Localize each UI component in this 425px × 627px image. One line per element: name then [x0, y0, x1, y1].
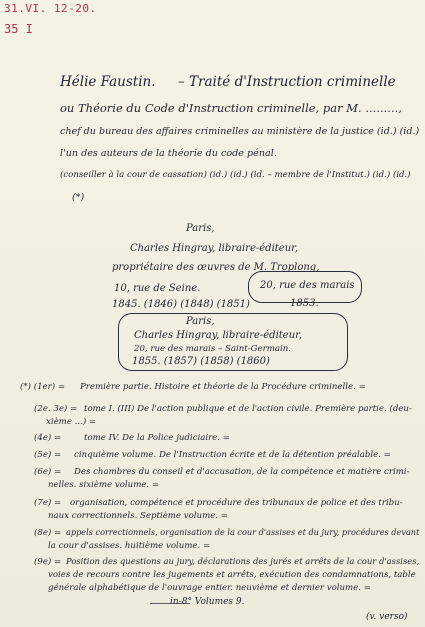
volume-4-text: tome IV. De la Police judiciaire. = [84, 433, 230, 443]
publisher-1-proprietor: propriétaire des œuvres de M. Troplong, [112, 262, 320, 273]
volume-2-text-cont: xième ...) = [46, 417, 97, 427]
format-note: in-8° Volumes 9. [170, 597, 245, 607]
volume-2-text: tome I. (III) De l'action publique et de l'action civile. Première partie. (deu- [84, 404, 412, 414]
volume-5-key: (5e) = [34, 450, 62, 460]
shelfmark: 31.VI. 12-20. [4, 2, 97, 15]
footnote-marker: (*) [72, 192, 85, 203]
publisher-2-name: Charles Hingray, libraire-éditeur, [134, 330, 303, 341]
volume-7-text: organisation, compétence et procédure des tribunaux de police et des tribu- [70, 498, 403, 508]
shelfmark-secondary: 35 I [4, 22, 33, 36]
publisher-2-city: Paris, [186, 316, 215, 327]
volume-6-text: Des chambres du conseil et d'accusation, de la compétence et matière crimi- [74, 467, 410, 477]
volume-1-text: Première partie. Histoire et théorie de la Procédure criminelle. = [80, 382, 366, 392]
volume-6-text-cont: nelles. sixième volume. = [48, 480, 160, 490]
volume-8-text: appels correctionnels, organisation de la cour d'assises et du jury, procédures devant [66, 528, 420, 538]
volume-4-key: (4e) = [34, 433, 62, 443]
volume-9-text: Position des questions au jury, déclarations des jurés et arrêts de la cour d'assises, [66, 557, 420, 567]
publisher-2-address: 20, rue des marais – Saint-Germain. [134, 344, 292, 354]
verso-note: (v. verso) [366, 612, 408, 622]
publisher-2-years: 1855. (1857) (1858) (1860) [132, 356, 270, 367]
title-line-5: (conseiller à la cour de cassation) (id.) (id.) (id. – membre de l'Institut.) (id.) (id.) [60, 170, 411, 180]
volume-6-key: (6e) = [34, 467, 62, 477]
publisher-1-address-right: 20, rue des marais [260, 280, 355, 291]
title-work: – Traité d'Instruction criminelle [178, 74, 396, 90]
title-line-3: chef du bureau des affaires criminelles au ministère de la justice (id.) (id.) [60, 126, 420, 137]
title-line-4: l'un des auteurs de la théorie du code pénal. [60, 148, 277, 159]
title-line-2: ou Théorie du Code d'Instruction criminelle, par M. ........., [60, 101, 402, 115]
publisher-1-city: Paris, [186, 223, 215, 234]
volume-9-key: (9e) = [34, 557, 62, 567]
volume-8-key: (8e) = [34, 528, 62, 538]
volume-7-text-cont: naux correctionnels. Septième volume. = [48, 511, 228, 521]
publisher-1-name: Charles Hingray, libraire-éditeur, [130, 243, 299, 254]
volume-8-text-cont: la cour d'assises. huitième volume. = [48, 541, 211, 551]
volume-9-text-cont: voies de recours contre les jugements et arrêts, exécution des condamnations, table [48, 570, 416, 580]
title-author: Hélie Faustin. [60, 74, 156, 90]
volume-9-text-cont-2: générale alphabétique de l'ouvrage entier. neuvième et dernier volume. = [48, 583, 371, 593]
volume-7-key: (7e) = [34, 498, 62, 508]
publisher-1-address-left: 10, rue de Seine. [114, 283, 201, 294]
volume-1-key: (*) (1er) = [20, 382, 66, 392]
publisher-1-years-left: 1845. (1846) (1848) (1851) [112, 299, 250, 310]
volume-5-text: cinquième volume. De l'Instruction écrite et de la détention préalable. = [74, 450, 391, 460]
volume-2-key: (2e. 3e) = [34, 404, 78, 414]
publisher-1-years-right: 1853. [290, 298, 319, 309]
